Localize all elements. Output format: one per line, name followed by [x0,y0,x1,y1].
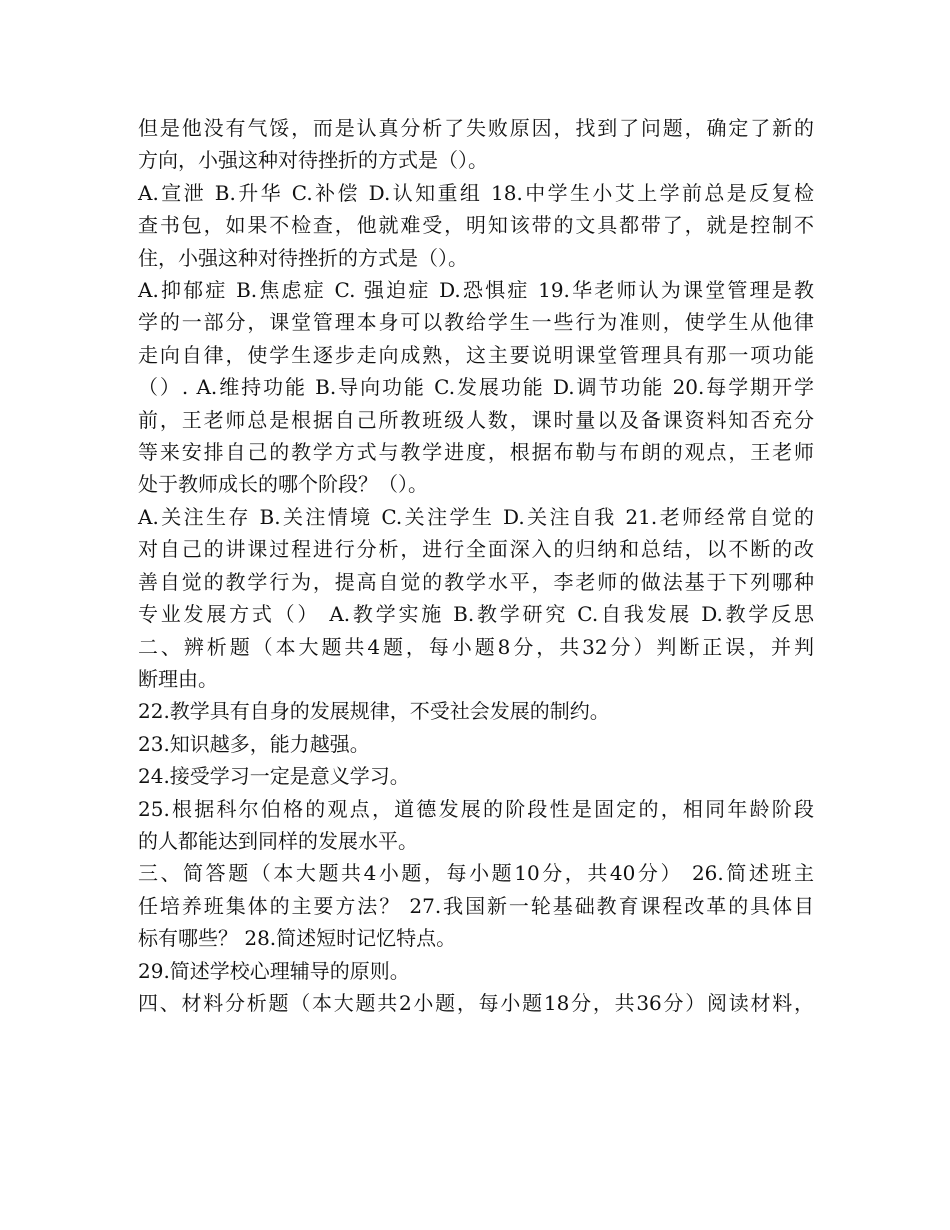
question-item: 23.知识越多，能力越强。 [138,731,370,756]
text-line: 的人都能达到同样的发展水平。 [138,828,418,853]
text-line: 住，小强这种对待挫折的方式是（）。 [138,245,468,270]
text-line: 专业发展方式（） A.教学实施 B.教学研究 C.自我发展 D.教学反思 [138,602,814,627]
text-line: 任培养班集体的主要方法？ 27.我国新一轮基础教育课程改革的具体目 [138,893,814,918]
question-item: 24.接受学习一定是意义学习。 [138,764,410,789]
text-line: 等来安排自己的教学方式与教学进度，根据布勒与布朗的观点，王老师 [138,440,814,465]
section-heading: 二、辨析题（本大题共4题，每小题8分，共32分）判断正误，并判 [138,634,814,659]
text-line: 前，王老师总是根据自己所教班级人数，课时量以及备课资料知否充分 [138,407,814,432]
text-line: 对自己的讲课过程进行分析，进行全面深入的归纳和总结，以不断的改 [138,537,814,562]
text-line: 断理由。 [138,666,218,691]
question-item: 22.教学具有自身的发展规律，不受社会发展的制约。 [138,699,610,724]
text-line: 善自觉的教学行为，提高自觉的教学水平，李老师的做法基于下列哪种 [138,569,814,594]
text-line: （）. A.维持功能 B.导向功能 C.发展功能 D.调节功能 20.每学期开学 [138,375,814,400]
text-line: 走向自律，使学生逐步走向成熟，这主要说明课堂管理具有那一项功能 [138,342,814,367]
section-heading: 三、简答题（本大题共4小题，每小题10分，共40分） 26.简述班主 [138,861,814,886]
text-line: 方向，小强这种对待挫折的方式是（）。 [138,148,488,173]
question-item: 29.简述学校心理辅导的原则。 [138,958,410,983]
section-heading: 四、材料分析题（本大题共2小题，每小题18分，共36分）阅读材料， [138,990,814,1015]
question-item: 25.根据科尔伯格的观点，道德发展的阶段性是固定的，相同年龄阶段 [138,796,814,821]
text-line: A.宣泄 B.升华 C.补偿 D.认知重组 18.中学生小艾上学前总是反复检 [138,180,814,205]
document-body [138,112,814,1019]
text-line: 但是他没有气馁，而是认真分析了失败原因，找到了问题，确定了新的 [138,116,814,140]
text-line: A.抑郁症 B.焦虑症 C. 强迫症 D.恐惧症 19.华老师认为课堂管理是教 [138,278,814,303]
text-line: 标有哪些？ 28.简述短时记忆特点。 [138,926,457,951]
text-line: 处于教师成长的哪个阶段？（）。 [138,472,428,497]
text-line: 学的一部分，课堂管理本身可以教给学生一些行为准则，使学生从他律 [138,310,814,335]
text-line: A.关注生存 B.关注情境 C.关注学生 D.关注自我 21.老师经常自觉的 [138,504,814,529]
text-line: 查书包，如果不检查，他就难受，明知该带的文具都带了，就是控制不 [138,213,814,238]
